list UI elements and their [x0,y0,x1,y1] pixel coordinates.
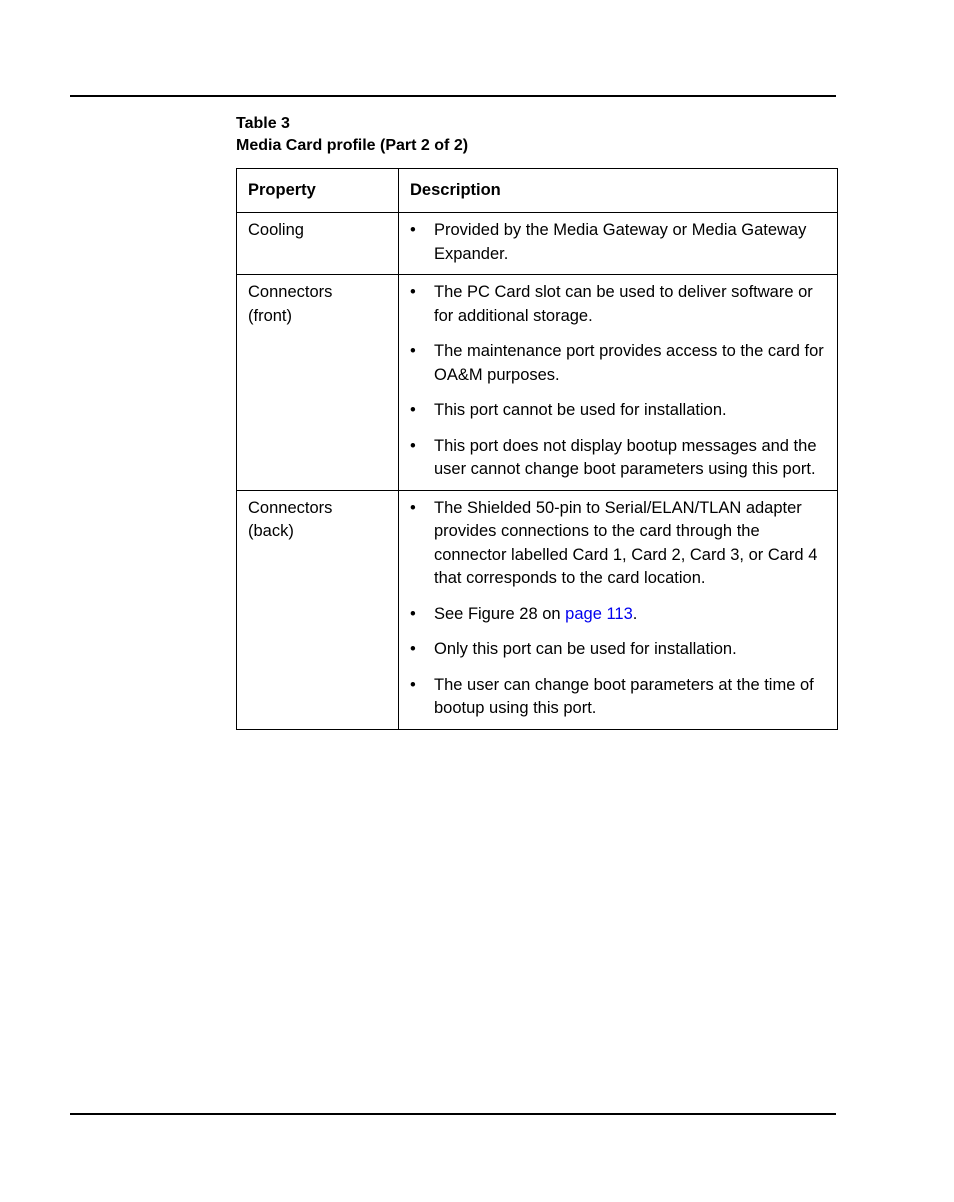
column-header-description: Description [399,169,838,213]
bullet-list [410,219,827,266]
property-cell [237,490,399,729]
column-header-property: Property [237,169,399,213]
property-sublabel: (back) [248,522,294,540]
header-rule [70,95,836,97]
media-card-profile-table [236,168,838,730]
bullet-item: • This port cannot be used for installation. [410,399,827,423]
property-cell [237,275,399,491]
bullet-list [410,281,827,482]
property-label: Connectors [248,498,333,517]
property-label: Connectors [248,283,333,301]
description-cell [399,275,838,491]
table-caption [236,113,468,157]
table-header-row [237,169,838,213]
bullet-list [410,497,827,721]
bullet-item: • Only this port can be used for installation. [410,638,827,662]
bullet-item: • The Shielded 50-pin to Serial/ELAN/TLAN adapter provides connections to the card through the connector labelled Card 1, Card 2, Card 3, or Card 4 that corresponds to the card location. [410,497,827,591]
table-row [237,213,838,275]
property-sublabel: (front) [248,306,293,325]
bullet-item: • The PC Card slot can be used to deliver software or for additional storage. [410,281,827,328]
bullet-item: • This port does not display bootup messages and the user cannot change boot parameters using this port. [410,435,827,482]
table-number: Table 3 [236,115,290,132]
bullet-item-with-link [410,603,827,627]
footer-rule [70,1113,836,1115]
description-cell [399,490,838,729]
page-113-link[interactable]: page 113 [565,604,633,623]
property-cell [237,213,399,275]
bullet-item: • Provided by the Media Gateway or Media Gateway Expander. [410,219,827,266]
table-title: Media Card profile (Part 2 of 2) [236,137,469,154]
bullet-text-suffix: . [632,604,638,623]
bullet-item: • The user can change boot parameters at the time of bootup using this port. [410,674,827,721]
bullet-text: See Figure 28 on [434,604,566,623]
table-row [237,275,838,491]
bullet-item: • The maintenance port provides access to the card for OA&M purposes. [410,340,827,387]
property-label: Cooling [248,221,304,239]
description-cell [399,213,838,275]
table-row [237,490,838,729]
